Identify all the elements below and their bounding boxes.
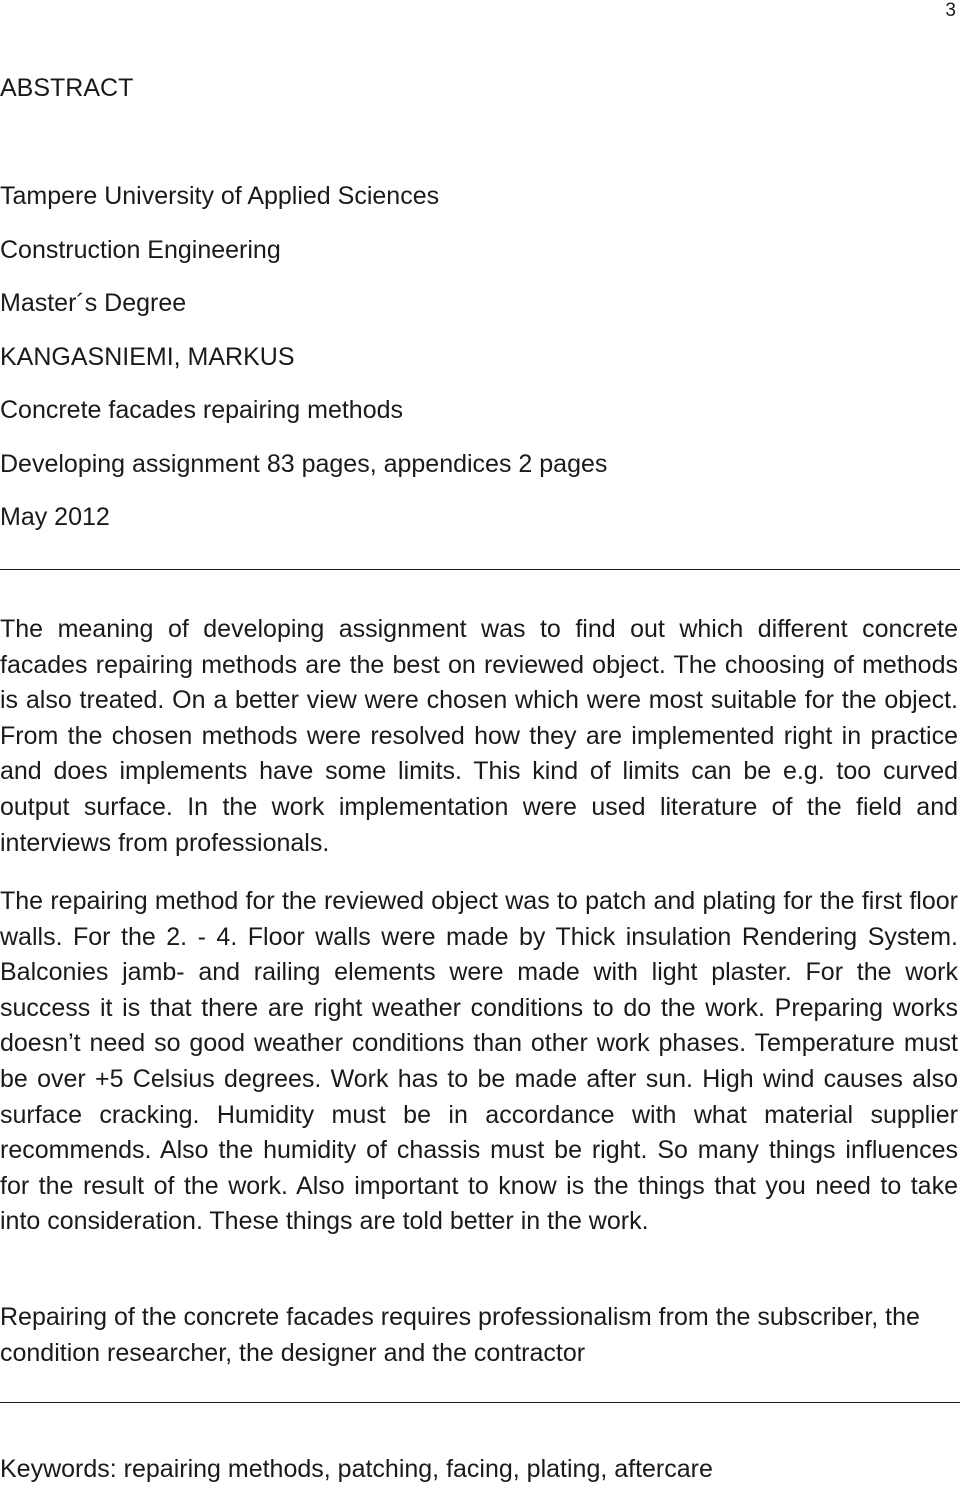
top-divider (0, 569, 960, 570)
abstract-paragraph-1: The meaning of developing assignment was to find out which different concrete facades repairing methods are the best on reviewed object. The choosing of methods is also treated. On a better view were chosen which were most suitable for the object. From the chosen methods were resolved how they are implemented right in practice and does implements have some limits. This kind of limits can be e.g. too curved output surface. In the work implementation were used literature of the field and interviews from professionals. (0, 615, 958, 857)
publication-date: May 2012 (0, 503, 110, 531)
keywords-line: Keywords: repairing methods, patching, facing, plating, aftercare (0, 1455, 713, 1483)
university-name: Tampere University of Applied Sciences (0, 182, 440, 210)
page-count: Developing assignment 83 pages, appendices 2 pages (0, 449, 608, 478)
bottom-divider (0, 1402, 960, 1403)
abstract-paragraph-2: The repairing method for the reviewed object was to patch and plating for the first floor walls. For the 2. - 4. Floor walls were made by Thick insulation Rendering System. Balconies jamb- and railing elements were made with light plaster. For the work success it is that there are right weather conditions to do the work. Preparing works doesn’t need so good weather conditions than other work phases. Temperature must be over +5 Celsius degrees. Work has to be made after sun. High wind causes also surface cracking. Humidity must be in accordance with what material supplier recommends. Also the humidity of chassis must be right. So many things influences for the result of the work. Also important to know is the things that you need to take into consideration. These things are told better in the work. (0, 887, 958, 1236)
thesis-title: Concrete facades repairing methods (0, 396, 404, 424)
abstract-heading: ABSTRACT (0, 74, 134, 102)
author-name: KANGASNIEMI, MARKUS (0, 342, 295, 371)
page-number: 3 (945, 0, 956, 21)
abstract-paragraph-3: Repairing of the concrete facades requires professionalism from the subscriber, the condition researcher, the designer and the contractor (0, 1303, 920, 1367)
degree-type: Master´s Degree (0, 289, 187, 317)
thesis-metadata (0, 180, 607, 555)
degree-programme: Construction Engineering (0, 235, 281, 264)
